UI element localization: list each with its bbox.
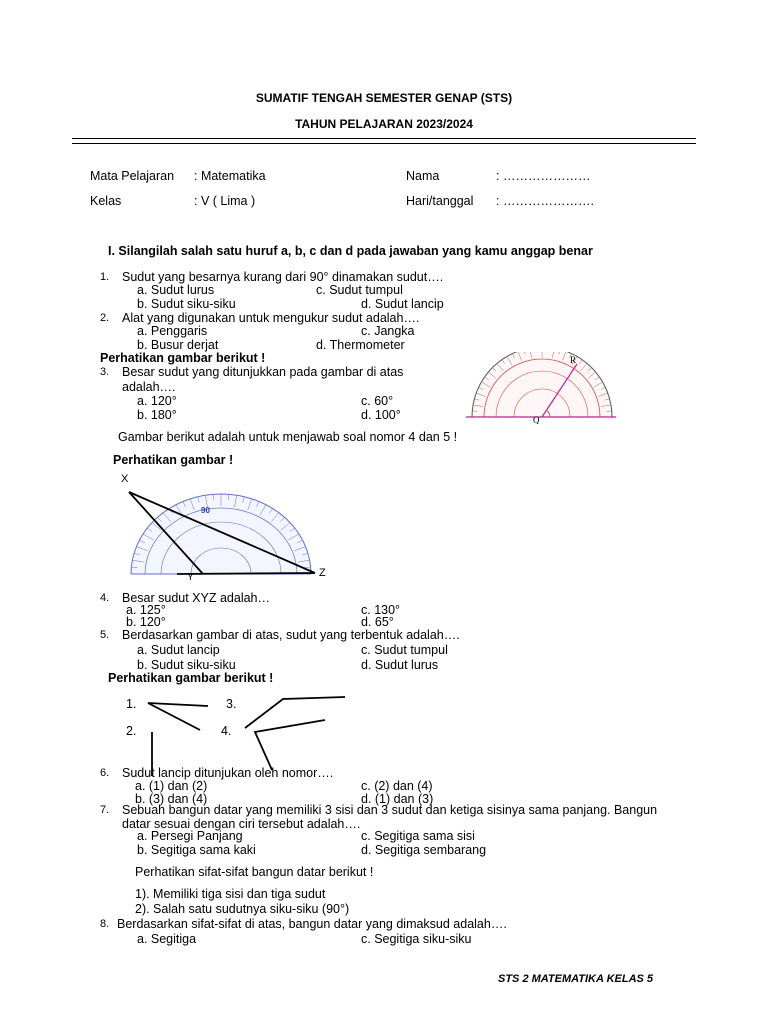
q5-option-d[interactable]: d. Sudut lurus xyxy=(361,658,439,672)
q5-option-a[interactable]: a. Sudut lancip xyxy=(137,643,220,657)
label-r: R xyxy=(570,355,577,365)
q6-option-c[interactable]: c. (2) dan (4) xyxy=(361,779,433,793)
q5-text: Berdasarkan gambar di atas, sudut yang terbentuk adalah…. xyxy=(122,628,460,642)
angle-label-1: 1. xyxy=(126,697,137,711)
q4-option-d[interactable]: d. 65° xyxy=(361,615,394,629)
q5-number: 5. xyxy=(100,629,110,641)
note-look-picture-1: Perhatikan gambar berikut ! xyxy=(100,351,266,365)
q5-option-b[interactable]: b. Sudut siku-siku xyxy=(137,658,236,672)
q3-option-d[interactable]: d. 100° xyxy=(361,408,401,422)
exam-title: SUMATIF TENGAH SEMESTER GENAP (STS) xyxy=(255,91,513,105)
date-label: Hari/tanggal xyxy=(406,194,474,208)
q6-text: Sudut lancip ditunjukan oleh nomor…. xyxy=(122,766,334,780)
label-q: Q xyxy=(533,415,540,424)
q4-text: Besar sudut XYZ adalah… xyxy=(122,591,270,605)
q2-option-c[interactable]: c. Jangka xyxy=(361,324,415,338)
q1-option-b[interactable]: b. Sudut siku-siku xyxy=(137,297,236,311)
q2-option-d[interactable]: d. Thermometer xyxy=(316,338,405,352)
q3-text-line1: Besar sudut yang ditunjukkan pada gambar di atas xyxy=(122,365,404,379)
angle-1-figure xyxy=(148,703,208,730)
label-y: Y xyxy=(187,572,194,582)
angle-label-4: 4. xyxy=(221,724,232,738)
q6-option-a[interactable]: a. (1) dan (2) xyxy=(135,779,208,793)
date-field[interactable]: : …………………. xyxy=(496,194,594,208)
class-value: : V ( Lima ) xyxy=(194,194,256,208)
q8-option-a[interactable]: a. Segitiga xyxy=(137,932,197,946)
q7-option-d[interactable]: d. Segitiga sembarang xyxy=(361,843,487,857)
q3-number: 3. xyxy=(100,366,110,378)
q1-text: Sudut yang besarnya kurang dari 90° dinamakan sudut…. xyxy=(122,270,444,284)
q2-text: Alat yang digunakan untuk mengukur sudut adalah…. xyxy=(122,311,420,325)
property-1: 1). Memiliki tiga sisi dan tiga sudut xyxy=(135,887,326,901)
page-footer: STS 2 MATEMATIKA KELAS 5 xyxy=(498,973,654,985)
protractor-figure-q3 xyxy=(462,352,618,424)
property-2: 2). Salah satu sudutnya siku-siku (90°) xyxy=(135,902,350,916)
intro-q4-q5: Gambar berikut adalah untuk menjawab soal nomor 4 dan 5 ! xyxy=(118,430,458,444)
q8-number: 8. xyxy=(100,918,110,930)
q1-option-d[interactable]: d. Sudut lancip xyxy=(361,297,444,311)
q3-option-b[interactable]: b. 180° xyxy=(137,408,177,422)
ray-yz xyxy=(177,573,315,574)
q4-number: 4. xyxy=(100,592,110,604)
q2-option-a[interactable]: a. Penggaris xyxy=(137,324,208,338)
q4-option-a[interactable]: a. 125° xyxy=(126,603,166,617)
angle-4-figure xyxy=(255,720,325,770)
academic-year: TAHUN PELAJARAN 2023/2024 xyxy=(295,117,473,131)
q3-text-line2: adalah…. xyxy=(122,380,176,394)
protractor-figure-xyz xyxy=(115,470,335,582)
q8-option-c[interactable]: c. Segitiga siku-siku xyxy=(361,932,472,946)
subject-value: : Matematika xyxy=(194,169,266,183)
q6-number: 6. xyxy=(100,767,110,779)
q7-option-c[interactable]: c. Segitiga sama sisi xyxy=(361,829,475,843)
q8-text: Berdasarkan sifat-sifat di atas, bangun datar yang dimaksud adalah…. xyxy=(117,917,507,931)
name-label: Nama xyxy=(406,169,440,183)
mark-90: 90 xyxy=(201,506,210,515)
q1-number: 1. xyxy=(100,271,110,283)
q4-option-b[interactable]: b. 120° xyxy=(126,615,166,629)
angle-3-figure xyxy=(245,697,345,728)
angle-label-3: 3. xyxy=(226,697,237,711)
q6-option-d[interactable]: d. (1) dan (3) xyxy=(361,792,434,806)
q2-option-b[interactable]: b. Busur derjat xyxy=(137,338,219,352)
q7-option-b[interactable]: b. Segitiga sama kaki xyxy=(137,843,256,857)
q7-text-line2: datar sesuai dengan ciri tersebut adalah…. xyxy=(122,817,361,831)
note-look-picture-2: Perhatikan gambar ! xyxy=(113,453,234,467)
q6-option-b[interactable]: b. (3) dan (4) xyxy=(135,792,208,806)
q2-number: 2. xyxy=(100,312,110,324)
q7-number: 7. xyxy=(100,804,110,816)
header-rule-bottom xyxy=(72,143,696,144)
note-look-picture-3: Perhatikan gambar berikut ! xyxy=(108,671,274,685)
protractor-2-outline xyxy=(131,494,311,574)
angle-label-2: 2. xyxy=(126,724,137,738)
header-rule-top xyxy=(72,138,696,139)
q7-option-a[interactable]: a. Persegi Panjang xyxy=(137,829,243,843)
label-x: X xyxy=(121,473,129,485)
properties-intro: Perhatikan sifat-sifat bangun datar berikut ! xyxy=(135,865,374,879)
q1-option-c[interactable]: c. Sudut tumpul xyxy=(316,283,403,297)
q3-option-c[interactable]: c. 60° xyxy=(361,394,394,408)
name-field[interactable]: : ………………… xyxy=(496,169,591,183)
class-label: Kelas xyxy=(90,194,122,208)
subject-label: Mata Pelajaran xyxy=(90,169,175,183)
label-z: Z xyxy=(319,567,326,579)
section-heading: I. Silangilah salah satu huruf a, b, c dan d pada jawaban yang kamu anggap benar xyxy=(108,244,593,258)
q5-option-c[interactable]: c. Sudut tumpul xyxy=(361,643,448,657)
q4-option-c[interactable]: c. 130° xyxy=(361,603,401,617)
q7-text-line1: Sebuah bangun datar yang memiliki 3 sisi dan 3 sudut dan ketiga sisinya sama panjang. Bangun xyxy=(122,803,658,817)
protractor-outline xyxy=(472,352,612,417)
q3-option-a[interactable]: a. 120° xyxy=(137,394,177,408)
q1-option-a[interactable]: a. Sudut lurus xyxy=(137,283,215,297)
